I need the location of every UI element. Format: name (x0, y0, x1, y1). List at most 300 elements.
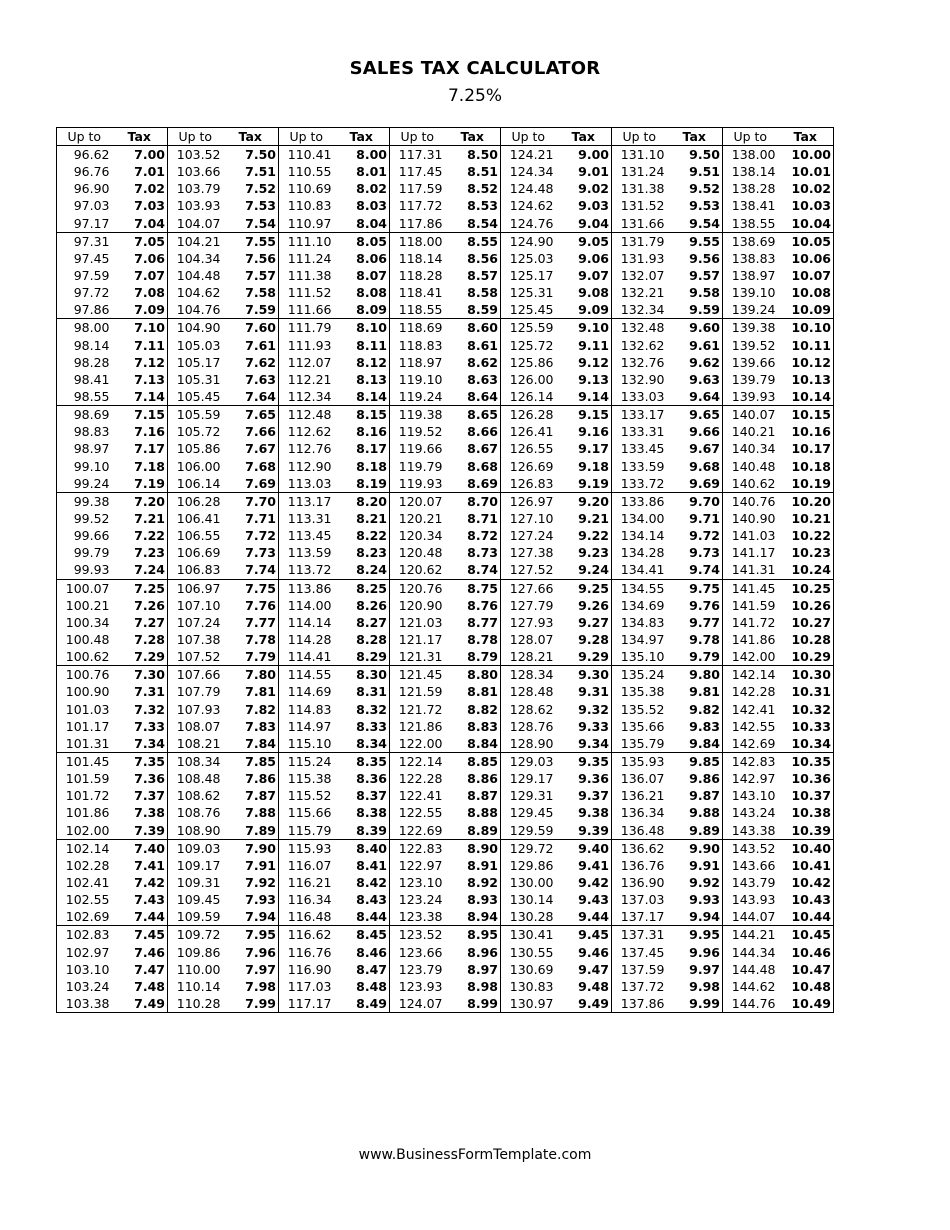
tax-cell: 7.53 (223, 197, 279, 214)
tax-cell: 9.59 (667, 301, 723, 319)
up-to-cell: 112.48 (279, 406, 334, 424)
tax-cell: 9.46 (556, 943, 612, 960)
tax-cell: 9.52 (667, 180, 723, 197)
up-to-cell: 106.28 (168, 492, 223, 510)
tax-cell: 10.02 (791, 181, 831, 197)
tax-cell: 8.00 (334, 146, 390, 164)
up-to-cell: 123.93 (398, 978, 443, 994)
table-row (57, 440, 834, 457)
tax-cell: 7.11 (112, 337, 168, 354)
tax-cell: 8.10 (334, 319, 390, 337)
up-to-cell: 131.24 (620, 164, 665, 180)
tax-cell: 8.54 (445, 215, 501, 233)
table-row (57, 579, 834, 597)
tax-cell: 10.24 (791, 562, 831, 578)
tax-cell: 8.33 (334, 718, 390, 735)
up-to-cell: 127.10 (509, 511, 554, 527)
up-to-cell: 142.69 (731, 735, 776, 751)
tax-cell: 7.92 (223, 874, 279, 891)
table-row (57, 250, 834, 267)
up-to-cell: 97.45 (73, 250, 110, 266)
table-row (57, 943, 834, 960)
tax-cell: 8.13 (334, 371, 390, 388)
tax-cell: 9.76 (667, 597, 723, 614)
up-to-cell: 131.10 (620, 147, 665, 163)
tax-cell: 9.36 (556, 770, 612, 787)
up-to-cell: 130.28 (509, 909, 554, 925)
up-to-cell: 101.17 (65, 718, 110, 734)
tax-cell: 9.26 (556, 597, 612, 614)
tax-cell: 8.48 (334, 978, 390, 995)
up-to-cell: 130.41 (501, 926, 556, 944)
table-row (57, 232, 834, 250)
header-up-to: Up to (57, 128, 112, 146)
tax-cell: 9.94 (667, 908, 723, 926)
up-to-cell: 138.00 (731, 147, 776, 163)
table-row (57, 561, 834, 579)
up-to-cell: 115.10 (287, 735, 332, 751)
table-row (57, 492, 834, 510)
tax-cell: 8.02 (334, 180, 390, 197)
up-to-cell: 116.34 (287, 892, 332, 908)
up-to-cell: 109.86 (176, 944, 221, 960)
up-to-cell: 126.83 (509, 475, 554, 491)
tax-cell: 8.23 (334, 544, 390, 561)
tax-cell: 7.30 (112, 666, 168, 684)
up-to-cell: 100.48 (65, 632, 110, 647)
up-to-cell: 142.41 (731, 701, 776, 717)
tax-cell: 8.81 (445, 683, 501, 700)
tax-cell: 9.42 (556, 874, 612, 891)
up-to-cell: 117.72 (398, 198, 443, 214)
up-to-cell: 101.59 (65, 771, 110, 787)
tax-cell: 8.78 (445, 631, 501, 648)
up-to-cell: 97.31 (57, 232, 112, 250)
up-to-cell: 134.69 (620, 597, 665, 613)
up-to-cell: 126.00 (509, 371, 554, 387)
tax-cell: 9.58 (667, 284, 723, 301)
up-to-cell: 143.10 (731, 788, 776, 804)
tax-cell: 8.80 (445, 666, 501, 684)
tax-cell: 9.25 (556, 579, 612, 597)
table-row (57, 718, 834, 735)
table-row (57, 995, 834, 1013)
up-to-cell: 124.34 (509, 164, 554, 180)
tax-cell: 9.80 (667, 666, 723, 684)
up-to-cell: 141.31 (731, 562, 776, 578)
tax-cell: 7.45 (112, 926, 168, 944)
up-to-cell: 100.07 (57, 579, 112, 597)
up-to-cell: 118.28 (398, 268, 443, 284)
up-to-cell: 137.86 (620, 995, 665, 1011)
tax-cell: 9.92 (667, 874, 723, 891)
up-to-cell: 105.31 (176, 371, 221, 387)
tax-cell: 7.06 (112, 250, 168, 267)
table-row (57, 354, 834, 371)
up-to-cell: 137.45 (620, 944, 665, 960)
tax-cell: 9.16 (556, 423, 612, 440)
tax-cell: 8.34 (334, 735, 390, 753)
up-to-cell: 120.21 (398, 511, 443, 527)
tax-cell: 9.87 (667, 787, 723, 804)
up-to-cell: 103.24 (65, 978, 110, 994)
up-to-cell: 117.86 (398, 215, 443, 231)
table-row (57, 839, 834, 857)
tax-cell: 9.15 (556, 406, 612, 424)
up-to-cell: 124.76 (509, 215, 554, 231)
up-to-cell: 132.34 (620, 302, 665, 318)
table-row (57, 631, 834, 648)
tax-cell: 7.33 (112, 718, 168, 735)
tax-cell: 9.98 (667, 978, 723, 995)
tax-cell: 7.08 (112, 284, 168, 301)
tax-cell: 9.02 (556, 180, 612, 197)
tax-cell: 7.78 (223, 631, 279, 648)
tax-cell: 8.99 (445, 995, 501, 1013)
tax-cell: 9.55 (667, 232, 723, 250)
up-to-cell: 111.24 (287, 250, 332, 266)
header-tax: Tax (667, 128, 723, 146)
up-to-cell: 122.97 (398, 857, 443, 873)
tax-cell: 9.85 (667, 752, 723, 770)
tax-cell: 8.20 (334, 492, 390, 510)
tax-cell: 8.88 (445, 804, 501, 821)
tax-cell: 9.84 (667, 735, 723, 753)
tax-cell: 8.47 (334, 961, 390, 978)
up-to-cell: 125.31 (509, 285, 554, 301)
up-to-cell: 102.83 (57, 926, 112, 944)
tax-cell: 9.88 (667, 804, 723, 821)
up-to-cell: 135.52 (620, 701, 665, 717)
up-to-cell: 107.10 (176, 597, 221, 613)
tax-cell: 9.75 (667, 579, 723, 597)
tax-cell: 8.18 (334, 458, 390, 475)
tax-cell: 7.29 (112, 648, 168, 666)
up-to-cell: 143.24 (731, 805, 776, 821)
tax-cell: 10.07 (791, 268, 831, 284)
up-to-cell: 133.86 (612, 492, 667, 510)
up-to-cell: 103.66 (176, 164, 221, 180)
tax-cell: 8.62 (445, 354, 501, 371)
table-row (57, 874, 834, 891)
up-to-cell: 136.34 (620, 805, 665, 821)
up-to-cell: 130.69 (509, 961, 554, 977)
up-to-cell: 144.34 (731, 944, 776, 960)
tax-cell: 9.82 (667, 701, 723, 718)
up-to-cell: 128.90 (509, 735, 554, 751)
up-to-cell: 115.79 (287, 822, 332, 838)
tax-cell: 9.47 (556, 961, 612, 978)
tax-cell: 7.69 (223, 475, 279, 493)
tax-cell: 7.55 (223, 232, 279, 250)
up-to-cell: 142.14 (723, 666, 778, 684)
tax-cell: 9.71 (667, 510, 723, 527)
header-up-to: Up to (501, 128, 556, 146)
up-to-cell: 122.00 (398, 735, 443, 751)
up-to-cell: 100.76 (57, 666, 112, 684)
tax-cell: 7.49 (112, 995, 168, 1013)
up-to-cell: 126.55 (509, 441, 554, 457)
up-to-cell: 99.38 (57, 492, 112, 510)
up-to-cell: 105.86 (176, 441, 221, 457)
tax-cell: 9.89 (667, 821, 723, 839)
up-to-cell: 129.72 (501, 839, 556, 857)
tax-cell: 10.09 (791, 302, 831, 318)
table-row (57, 458, 834, 475)
up-to-cell: 120.62 (398, 562, 443, 578)
up-to-cell: 114.14 (287, 614, 332, 630)
tax-cell: 7.70 (223, 492, 279, 510)
tax-cell: 9.19 (556, 475, 612, 493)
up-to-cell: 118.97 (398, 354, 443, 370)
up-to-cell: 118.41 (398, 285, 443, 301)
tax-cell: 7.07 (112, 267, 168, 284)
tax-cell: 8.06 (334, 250, 390, 267)
tax-cell: 7.72 (223, 527, 279, 544)
up-to-cell: 114.69 (287, 684, 332, 700)
up-to-cell: 134.97 (620, 632, 665, 647)
table-row (57, 804, 834, 821)
tax-cell: 9.37 (556, 787, 612, 804)
tax-cell: 7.47 (112, 961, 168, 978)
tax-cell: 10.27 (791, 614, 831, 630)
up-to-cell: 111.66 (287, 302, 332, 318)
tax-cell: 9.35 (556, 752, 612, 770)
tax-cell: 9.28 (556, 631, 612, 648)
up-to-cell: 144.62 (731, 978, 776, 994)
up-to-cell: 124.07 (398, 995, 443, 1011)
tax-cell: 9.48 (556, 978, 612, 995)
up-to-cell: 101.72 (65, 788, 110, 804)
tax-cell: 10.40 (778, 839, 834, 857)
tax-cell: 8.11 (334, 337, 390, 354)
up-to-cell: 125.45 (509, 302, 554, 318)
up-to-cell: 112.62 (287, 424, 332, 440)
up-to-cell: 132.07 (620, 268, 665, 284)
up-to-cell: 100.21 (65, 597, 110, 613)
up-to-cell: 97.72 (73, 285, 110, 301)
up-to-cell: 113.59 (287, 545, 332, 561)
tax-cell: 10.29 (791, 649, 831, 665)
tax-cell: 9.69 (667, 475, 723, 493)
up-to-cell: 107.66 (168, 666, 223, 684)
tax-cell: 10.06 (791, 250, 831, 266)
up-to-cell: 103.38 (65, 995, 110, 1011)
tax-cell: 8.66 (445, 423, 501, 440)
up-to-cell: 110.83 (287, 198, 332, 214)
table-row (57, 961, 834, 978)
footer-website: www.BusinessFormTemplate.com (358, 1147, 592, 1163)
tax-cell: 8.35 (334, 752, 390, 770)
tax-cell: 7.39 (112, 821, 168, 839)
header-tax: Tax (112, 128, 168, 146)
tax-cell: 7.32 (112, 701, 168, 718)
up-to-cell: 102.14 (57, 839, 112, 857)
tax-cell: 7.67 (223, 440, 279, 457)
up-to-cell: 99.66 (73, 528, 110, 544)
tax-cell: 8.79 (445, 648, 501, 666)
up-to-cell: 122.69 (398, 822, 443, 838)
tax-cell: 7.90 (223, 839, 279, 857)
tax-cell: 9.13 (556, 371, 612, 388)
up-to-cell: 132.76 (620, 354, 665, 370)
up-to-cell: 105.45 (176, 389, 221, 405)
up-to-cell: 131.66 (620, 215, 665, 231)
up-to-cell: 106.00 (176, 458, 221, 474)
tax-cell: 7.40 (112, 839, 168, 857)
up-to-cell: 140.62 (731, 475, 776, 491)
tax-cell: 8.40 (334, 839, 390, 857)
table-row (57, 319, 834, 337)
up-to-cell: 128.76 (509, 718, 554, 734)
up-to-cell: 112.21 (287, 371, 332, 387)
up-to-cell: 109.45 (176, 892, 221, 908)
tax-cell: 8.51 (445, 163, 501, 180)
up-to-cell: 113.03 (287, 475, 332, 491)
tax-cell: 10.43 (791, 892, 831, 908)
up-to-cell: 136.07 (620, 771, 665, 787)
tax-cell: 8.84 (445, 735, 501, 753)
tax-cell: 7.50 (223, 146, 279, 164)
tax-cell: 10.38 (791, 805, 831, 821)
up-to-cell: 128.34 (501, 666, 556, 684)
up-to-cell: 114.00 (287, 597, 332, 613)
up-to-cell: 133.59 (620, 458, 665, 474)
tax-cell: 8.26 (334, 597, 390, 614)
tax-cell: 10.37 (791, 788, 831, 804)
up-to-cell: 132.90 (620, 371, 665, 387)
tax-cell: 7.09 (112, 301, 168, 319)
up-to-cell: 128.62 (509, 701, 554, 717)
header-tax: Tax (445, 128, 501, 146)
up-to-cell: 121.45 (390, 666, 445, 684)
up-to-cell: 132.48 (612, 319, 667, 337)
up-to-cell: 137.31 (612, 926, 667, 944)
tax-cell: 8.31 (334, 683, 390, 700)
up-to-cell: 116.90 (287, 961, 332, 977)
up-to-cell: 99.52 (73, 511, 110, 527)
up-to-cell: 139.24 (731, 302, 776, 318)
up-to-cell: 130.00 (509, 874, 554, 890)
tax-cell: 8.50 (445, 146, 501, 164)
tax-cell: 10.14 (791, 389, 831, 405)
tax-cell: 7.35 (112, 752, 168, 770)
tax-cell: 8.08 (334, 284, 390, 301)
up-to-cell: 129.45 (509, 805, 554, 821)
table-body (57, 146, 834, 1013)
up-to-cell: 96.62 (73, 147, 110, 163)
tax-cell: 8.57 (445, 267, 501, 284)
tax-cell: 8.36 (334, 770, 390, 787)
up-to-cell: 104.48 (176, 268, 221, 284)
tax-cell: 10.48 (791, 978, 831, 994)
tax-cell: 9.78 (667, 631, 723, 648)
tax-cell: 7.89 (223, 821, 279, 839)
table-row (57, 614, 834, 631)
table-row (57, 597, 834, 614)
up-to-cell: 130.97 (509, 995, 554, 1011)
tax-cell: 10.42 (791, 874, 831, 890)
tax-cell: 8.61 (445, 337, 501, 354)
tax-cell: 9.54 (667, 215, 723, 233)
tax-cell: 7.04 (112, 215, 168, 233)
tax-cell: 7.94 (223, 908, 279, 926)
up-to-cell: 127.79 (509, 597, 554, 613)
tax-cell: 8.95 (445, 926, 501, 944)
tax-cell: 8.05 (334, 232, 390, 250)
up-to-cell: 98.83 (73, 424, 110, 440)
table-row (57, 423, 834, 440)
up-to-cell: 130.83 (509, 978, 554, 994)
up-to-cell: 126.14 (509, 389, 554, 405)
up-to-cell: 102.41 (65, 874, 110, 890)
tax-cell: 9.20 (556, 492, 612, 510)
up-to-cell: 144.07 (731, 909, 776, 925)
tax-cell: 9.24 (556, 561, 612, 579)
tax-cell: 8.69 (445, 475, 501, 493)
tax-cell: 8.53 (445, 197, 501, 214)
tax-cell: 7.00 (112, 146, 168, 164)
up-to-cell: 107.93 (176, 701, 221, 717)
tax-cell: 8.70 (445, 492, 501, 510)
tax-cell: 7.60 (223, 319, 279, 337)
tax-cell: 10.18 (791, 458, 831, 474)
tax-cell: 9.63 (667, 371, 723, 388)
up-to-cell: 134.41 (620, 562, 665, 578)
tax-cell: 8.39 (334, 821, 390, 839)
tax-cell: 10.19 (791, 475, 831, 491)
up-to-cell: 126.97 (501, 492, 556, 510)
up-to-cell: 118.14 (398, 250, 443, 266)
tax-cell: 10.41 (791, 857, 831, 873)
tax-cell: 9.73 (667, 544, 723, 561)
up-to-cell: 143.66 (731, 857, 776, 873)
header-up-to: Up to (279, 128, 334, 146)
up-to-cell: 136.48 (620, 822, 665, 838)
tax-cell: 10.13 (791, 371, 831, 387)
up-to-cell: 140.90 (731, 511, 776, 527)
tax-cell: 8.45 (334, 926, 390, 944)
up-to-cell: 135.66 (620, 718, 665, 734)
up-to-cell: 122.55 (398, 805, 443, 821)
up-to-cell: 135.38 (620, 684, 665, 700)
tax-cell: 10.01 (791, 164, 831, 180)
table-row (57, 752, 834, 770)
up-to-cell: 110.28 (176, 995, 221, 1011)
tax-cell: 8.52 (445, 180, 501, 197)
tax-cell: 9.68 (667, 458, 723, 475)
tax-cell: 10.39 (791, 822, 831, 838)
up-to-cell: 136.21 (620, 788, 665, 804)
tax-cell: 7.03 (112, 197, 168, 214)
tax-cell: 10.45 (778, 926, 834, 944)
up-to-cell: 108.34 (168, 752, 223, 770)
up-to-cell: 98.97 (73, 441, 110, 457)
table-row (57, 787, 834, 804)
up-to-cell: 109.17 (176, 857, 221, 873)
up-to-cell: 107.52 (176, 649, 221, 665)
up-to-cell: 110.14 (176, 978, 221, 994)
tax-cell: 8.12 (334, 354, 390, 371)
tax-cell: 7.91 (223, 857, 279, 874)
tax-cell: 8.82 (445, 701, 501, 718)
table-row (57, 701, 834, 718)
header-tax: Tax (778, 128, 834, 146)
up-to-cell: 109.59 (176, 909, 221, 925)
up-to-cell: 143.52 (723, 839, 778, 857)
up-to-cell: 98.55 (73, 389, 110, 405)
up-to-cell: 127.24 (509, 528, 554, 544)
